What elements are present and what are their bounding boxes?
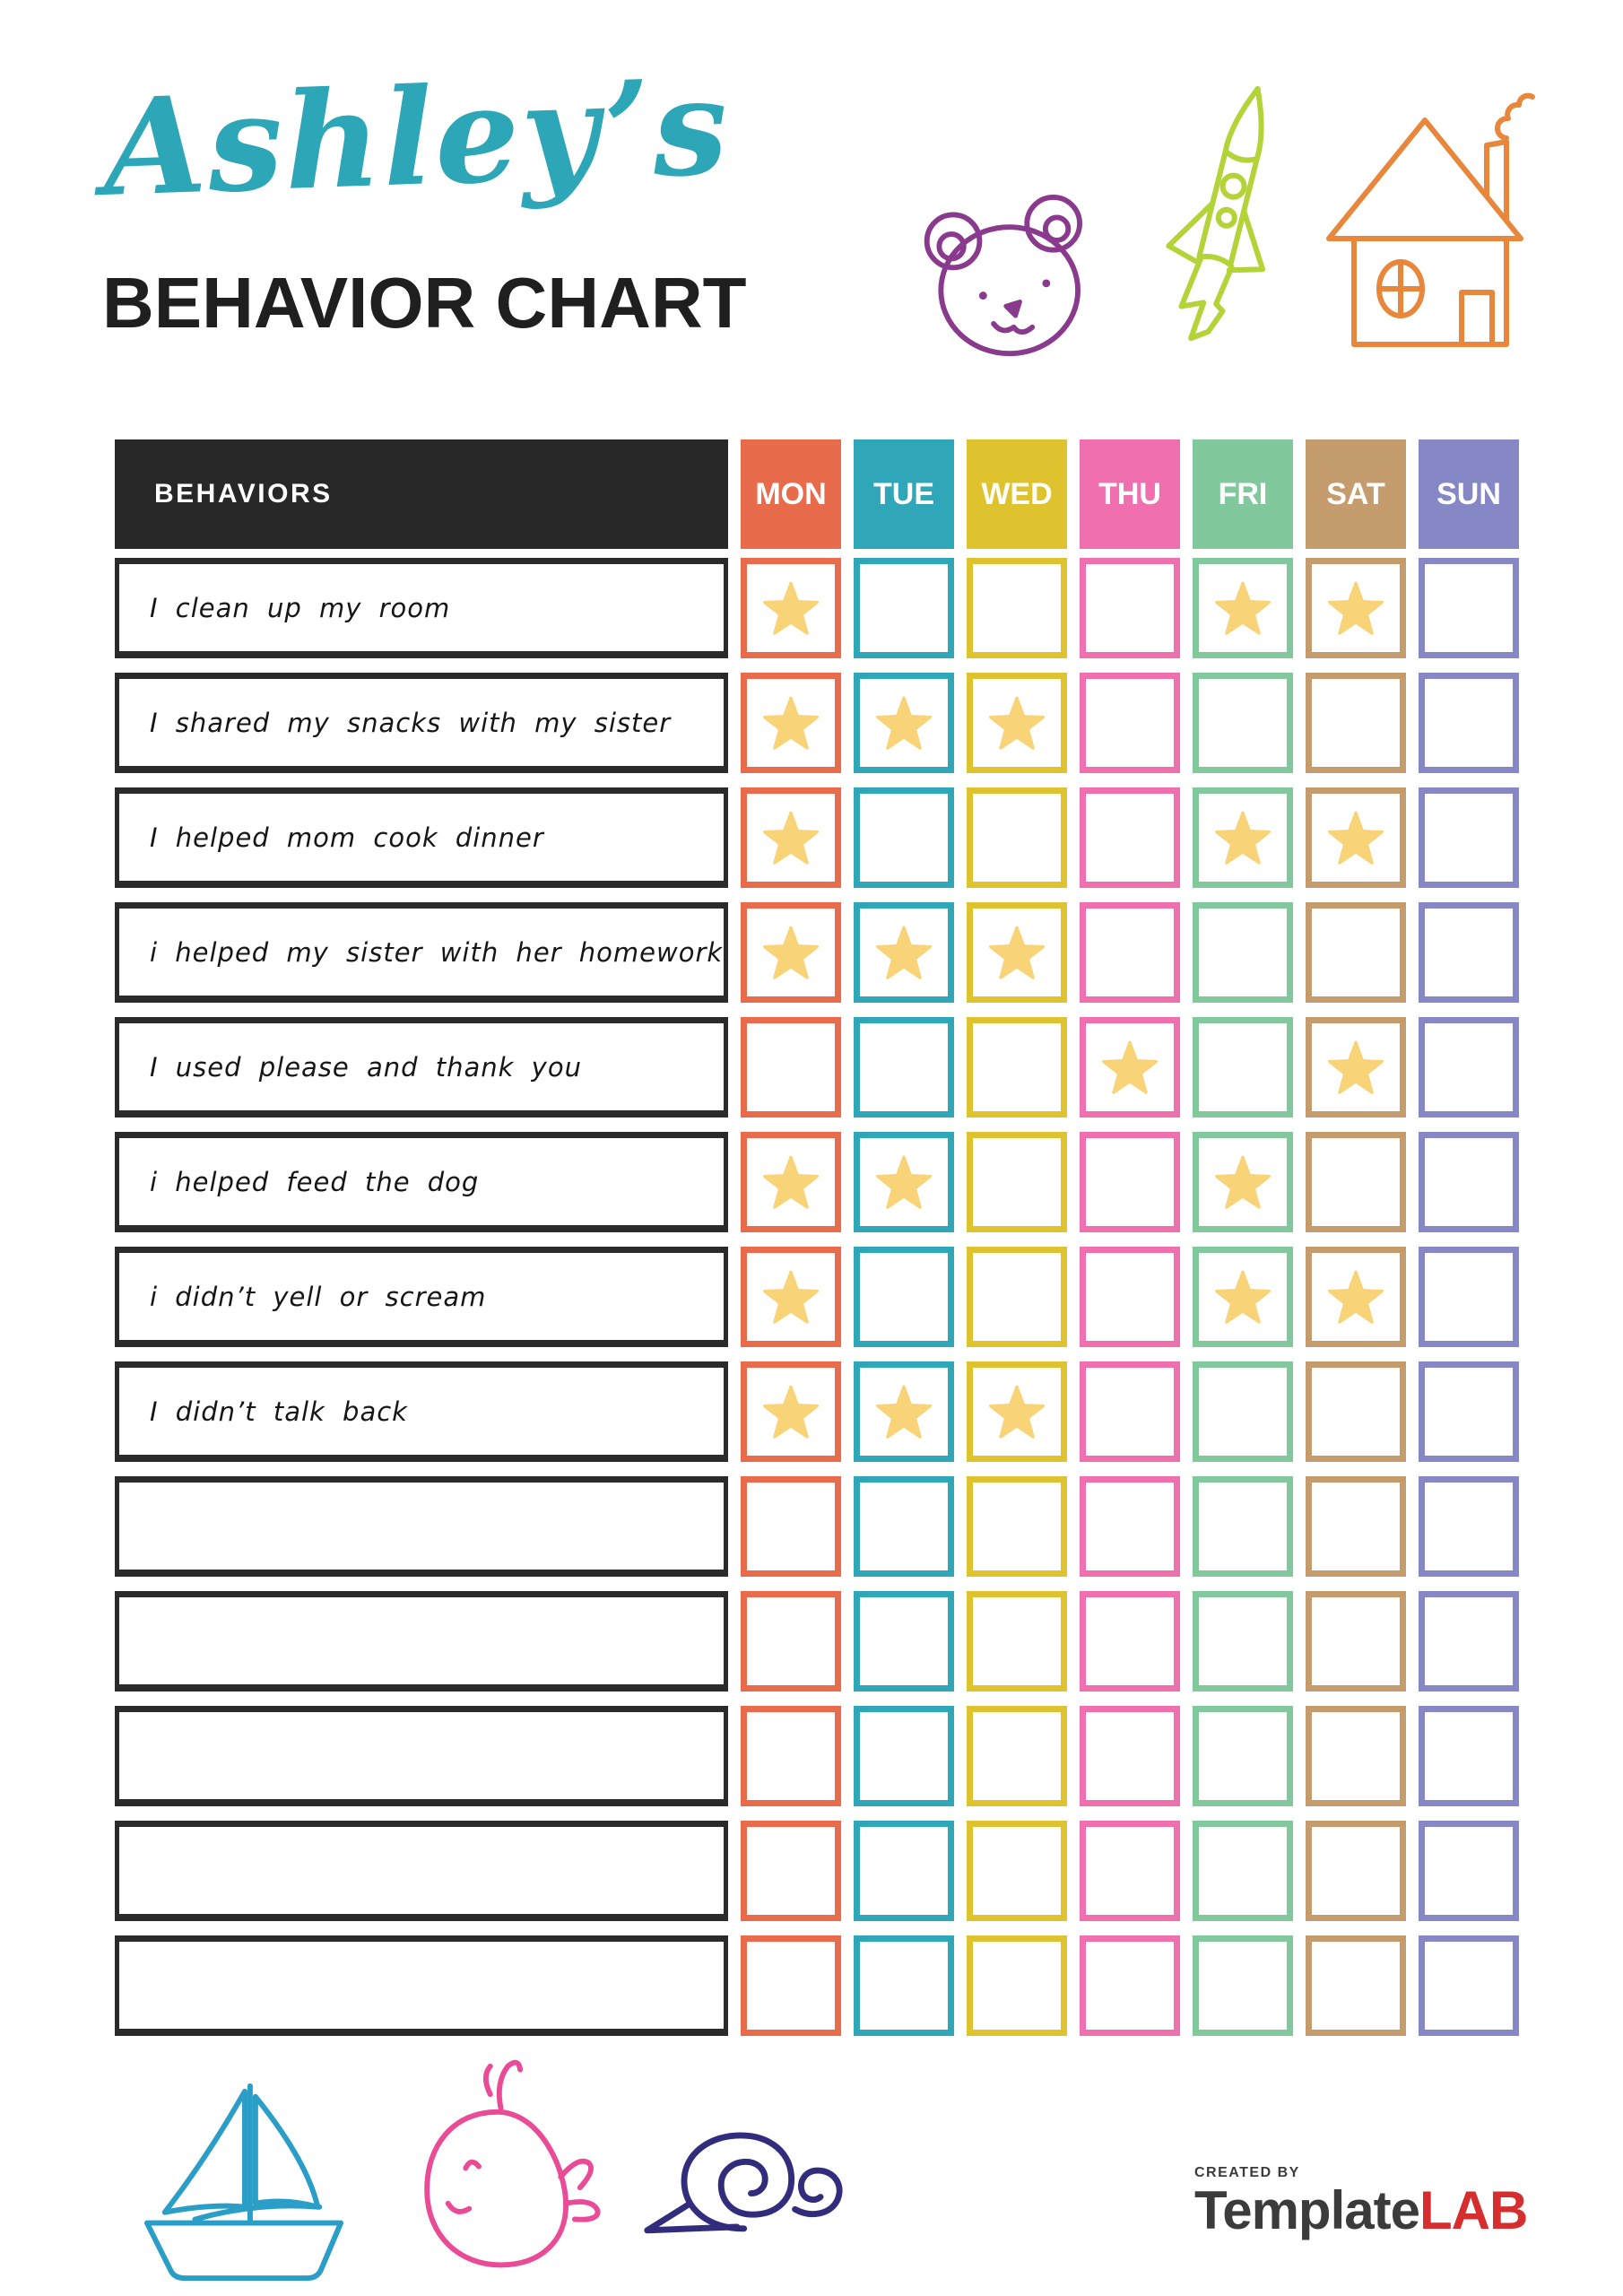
day-cell-fri: [1193, 673, 1293, 773]
day-cell-tue: [854, 673, 954, 773]
day-header-sun: SUN: [1419, 439, 1519, 549]
star-icon: [763, 1384, 819, 1439]
day-header-sat: SAT: [1306, 439, 1406, 549]
behavior-label: [115, 1821, 728, 1921]
behavior-row-4: [115, 902, 1519, 1003]
day-cell-sat: [1306, 1476, 1406, 1577]
day-cell-tue: [854, 558, 954, 658]
brand-template-text: Template: [1194, 2180, 1419, 2240]
behavior-row-9: [115, 1476, 1519, 1577]
behavior-row-11: [115, 1706, 1519, 1806]
day-cell-thu: [1080, 1706, 1180, 1806]
behavior-row-3: [115, 787, 1519, 888]
brand-wordmark: [1194, 2180, 1528, 2240]
table-header-row: [115, 439, 1519, 549]
day-cell-sat: [1306, 787, 1406, 888]
day-cell-wed: [967, 902, 1067, 1003]
day-cell-sat: [1306, 1591, 1406, 1692]
day-cell-fri: [1193, 1935, 1293, 2036]
day-cell-sat: [1306, 1361, 1406, 1462]
day-cell-sun: [1419, 1017, 1519, 1118]
day-cell-sun: [1419, 558, 1519, 658]
behavior-table: [115, 439, 1519, 2036]
day-cell-wed: [967, 787, 1067, 888]
day-cell-thu: [1080, 1821, 1180, 1921]
day-cell-thu: [1080, 558, 1180, 658]
star-icon: [763, 925, 819, 980]
day-cell-mon: [741, 1706, 841, 1806]
star-icon: [763, 695, 819, 751]
day-cell-mon: [741, 902, 841, 1003]
day-cell-thu: [1080, 673, 1180, 773]
day-cell-sun: [1419, 1935, 1519, 2036]
day-cell-sun: [1419, 1247, 1519, 1347]
star-icon: [763, 1154, 819, 1210]
behavior-label: [115, 1706, 728, 1806]
day-cell-wed: [967, 1361, 1067, 1462]
day-cell-fri: [1193, 1706, 1293, 1806]
day-cell-sat: [1306, 902, 1406, 1003]
day-cell-thu: [1080, 1247, 1180, 1347]
page-title: BEHAVIOR CHART: [102, 263, 747, 343]
rocket-icon: [1132, 74, 1315, 392]
day-cell-fri: [1193, 1591, 1293, 1692]
day-cell-mon: [741, 558, 841, 658]
day-cell-tue: [854, 1935, 954, 2036]
day-cell-sun: [1419, 902, 1519, 1003]
day-cell-tue: [854, 1132, 954, 1232]
day-cell-mon: [741, 1247, 841, 1347]
day-cell-tue: [854, 787, 954, 888]
day-cell-sat: [1306, 1935, 1406, 2036]
day-cell-sat: [1306, 1706, 1406, 1806]
snail-icon: [638, 2104, 867, 2248]
behavior-label: [115, 1591, 728, 1692]
day-cell-thu: [1080, 1361, 1180, 1462]
day-cell-mon: [741, 1821, 841, 1921]
behavior-row-6: [115, 1132, 1519, 1232]
day-cell-mon: [741, 1935, 841, 2036]
day-header-wed: WED: [967, 439, 1067, 549]
day-cell-fri: [1193, 1476, 1293, 1577]
day-cell-fri: [1193, 902, 1293, 1003]
day-cell-wed: [967, 558, 1067, 658]
day-header-tue: TUE: [854, 439, 954, 549]
day-cell-wed: [967, 1476, 1067, 1577]
templatelab-logo: [1194, 2165, 1527, 2238]
day-cell-thu: [1080, 1935, 1180, 2036]
day-cell-sat: [1306, 673, 1406, 773]
star-icon: [876, 695, 932, 751]
day-cell-sat: [1306, 558, 1406, 658]
star-icon: [1328, 1039, 1384, 1095]
day-cell-tue: [854, 1476, 954, 1577]
star-icon: [763, 580, 819, 636]
star-icon: [1215, 810, 1271, 865]
behavior-label: I didn’t talk back: [115, 1361, 728, 1462]
day-cell-wed: [967, 1591, 1067, 1692]
day-cell-mon: [741, 1476, 841, 1577]
behavior-row-12: [115, 1821, 1519, 1921]
behavior-row-13: [115, 1935, 1519, 2036]
behavior-row-7: [115, 1247, 1519, 1347]
day-cell-tue: [854, 1821, 954, 1921]
star-icon: [876, 1384, 932, 1439]
star-icon: [989, 1384, 1045, 1439]
day-cell-mon: [741, 787, 841, 888]
day-cell-tue: [854, 1361, 954, 1462]
star-icon: [763, 810, 819, 865]
behavior-label: [115, 1476, 728, 1577]
day-cell-sun: [1419, 1132, 1519, 1232]
day-cell-thu: [1080, 902, 1180, 1003]
day-cell-sat: [1306, 1247, 1406, 1347]
day-cell-sun: [1419, 787, 1519, 888]
day-cell-thu: [1080, 787, 1180, 888]
day-cell-sun: [1419, 1361, 1519, 1462]
day-cell-sun: [1419, 1591, 1519, 1692]
day-header-thu: THU: [1080, 439, 1180, 549]
star-icon: [989, 925, 1045, 980]
day-cell-wed: [967, 1017, 1067, 1118]
behavior-label: i helped feed the dog: [115, 1132, 728, 1232]
day-cell-thu: [1080, 1476, 1180, 1577]
day-cell-fri: [1193, 1821, 1293, 1921]
star-icon: [1328, 810, 1384, 865]
behavior-label: I helped mom cook dinner: [115, 787, 728, 888]
day-cell-sun: [1419, 1821, 1519, 1921]
day-cell-tue: [854, 1591, 954, 1692]
day-cell-fri: [1193, 1017, 1293, 1118]
behavior-row-5: [115, 1017, 1519, 1118]
behavior-label: I used please and thank you: [115, 1017, 728, 1118]
bear-icon: [913, 190, 1124, 366]
day-cell-thu: [1080, 1017, 1180, 1118]
star-icon: [1328, 580, 1384, 636]
day-cell-tue: [854, 902, 954, 1003]
day-cell-thu: [1080, 1132, 1180, 1232]
star-icon: [763, 1269, 819, 1325]
behavior-label: i didn’t yell or scream: [115, 1247, 728, 1347]
star-icon: [1215, 1154, 1271, 1210]
day-cell-wed: [967, 1935, 1067, 2036]
day-cell-wed: [967, 1821, 1067, 1921]
star-icon: [876, 1154, 932, 1210]
whale-icon: [393, 2056, 612, 2284]
day-header-fri: FRI: [1193, 439, 1293, 549]
behavior-row-10: [115, 1591, 1519, 1692]
behavior-label: I clean up my room: [115, 558, 728, 658]
star-icon: [989, 695, 1045, 751]
day-cell-wed: [967, 1706, 1067, 1806]
table-rows: [115, 558, 1519, 2036]
day-cell-fri: [1193, 558, 1293, 658]
day-cell-fri: [1193, 1247, 1293, 1347]
star-icon: [876, 925, 932, 980]
day-cell-mon: [741, 673, 841, 773]
created-by-label: CREATED BY: [1194, 2165, 1300, 2180]
sailboat-icon: [133, 2072, 355, 2285]
day-cell-wed: [967, 1132, 1067, 1232]
star-icon: [1215, 1269, 1271, 1325]
day-cell-fri: [1193, 787, 1293, 888]
day-cell-mon: [741, 1017, 841, 1118]
star-icon: [1328, 1269, 1384, 1325]
day-cell-mon: [741, 1591, 841, 1692]
behaviors-column-header: BEHAVIORS: [115, 439, 728, 549]
day-cell-wed: [967, 1247, 1067, 1347]
day-cell-fri: [1193, 1361, 1293, 1462]
day-cell-sun: [1419, 673, 1519, 773]
house-icon: [1311, 86, 1555, 364]
day-cell-sat: [1306, 1821, 1406, 1921]
day-header-mon: MON: [741, 439, 841, 549]
day-cell-thu: [1080, 1591, 1180, 1692]
behavior-label: [115, 1935, 728, 2036]
behavior-row-8: [115, 1361, 1519, 1462]
behavior-label: I shared my snacks with my sister: [115, 673, 728, 773]
star-icon: [1102, 1039, 1158, 1095]
day-cell-mon: [741, 1132, 841, 1232]
day-cell-sun: [1419, 1706, 1519, 1806]
day-cell-fri: [1193, 1132, 1293, 1232]
day-cell-mon: [741, 1361, 841, 1462]
day-cell-tue: [854, 1706, 954, 1806]
brand-lab-text: LAB: [1419, 2180, 1528, 2240]
star-icon: [1215, 580, 1271, 636]
day-cell-sun: [1419, 1476, 1519, 1577]
day-cell-wed: [967, 673, 1067, 773]
day-cell-tue: [854, 1247, 954, 1347]
behavior-row-1: [115, 558, 1519, 658]
owner-name-title: Ashley’s: [100, 48, 733, 226]
day-cell-sat: [1306, 1132, 1406, 1232]
day-cell-tue: [854, 1017, 954, 1118]
behavior-row-2: [115, 673, 1519, 773]
behavior-label: i helped my sister with her homework: [115, 902, 728, 1003]
day-cell-sat: [1306, 1017, 1406, 1118]
